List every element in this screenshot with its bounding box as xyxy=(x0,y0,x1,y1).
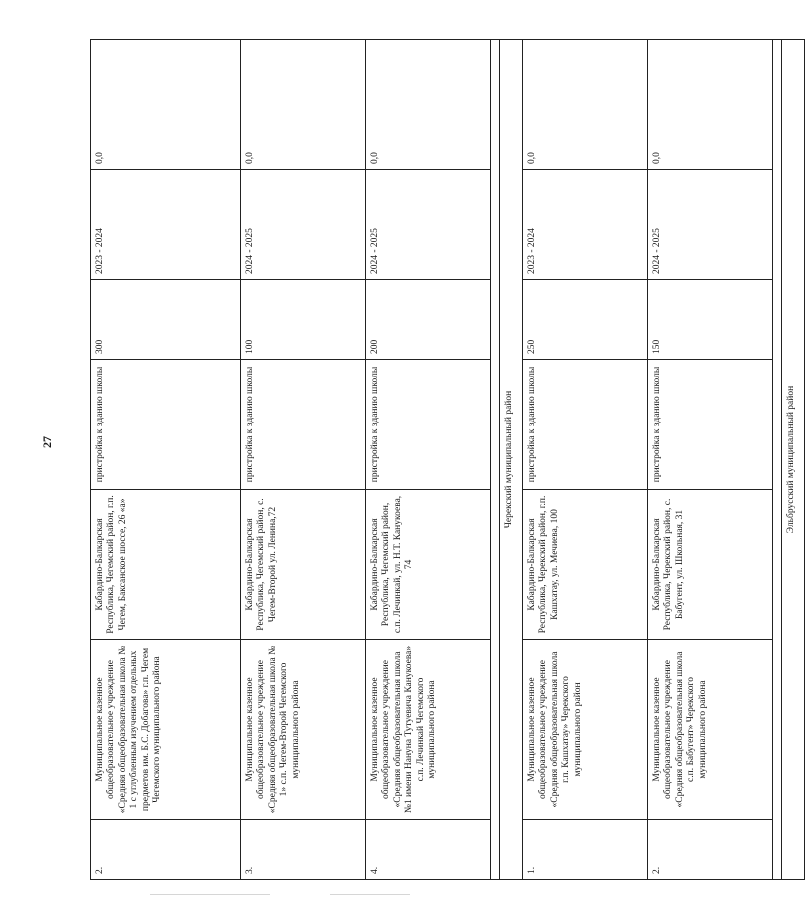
institution-name: Муниципальное казенное общеобразовательное учреждение «Средняя общеобразовательная школа с.п. Бабугент» Черекского муниципального района xyxy=(648,640,773,820)
institution-address: Кабардино-Балкарская Республика, Черекский район, г.п. Кашхатау, ул. Мечиева, 100 xyxy=(523,490,648,640)
capacity: 300 xyxy=(91,280,241,360)
institution-address: Кабардино-Балкарская Республика, Чегемский район, с.п. Лечинкай, ул. Н.Т. Канукоева, 74 xyxy=(366,490,491,640)
institution-address: Кабардино-Балкарская Республика, Чегемский район, г.п. Чегем, Баксанское шоссе, 26 «а» xyxy=(91,490,241,640)
rotated-table-container xyxy=(90,40,796,880)
row-number: 2. xyxy=(648,820,773,880)
work-type: пристройка к зданию школы xyxy=(366,360,491,490)
implementation-period: 2024 - 2025 xyxy=(366,170,491,280)
row-number: 1. xyxy=(523,820,648,880)
scan-artifact xyxy=(330,894,410,895)
row-number: 3. xyxy=(241,820,366,880)
section-gap xyxy=(491,40,500,880)
funding-value: 0,0 xyxy=(648,40,773,170)
table-row xyxy=(91,40,241,880)
section-heading: Черекский муниципальный район xyxy=(500,40,523,880)
implementation-period: 2023 - 2024 xyxy=(523,170,648,280)
funding-value: 0,0 xyxy=(523,40,648,170)
page-number: 27 xyxy=(40,436,54,448)
capacity: 100 xyxy=(241,280,366,360)
institution-name: Муниципальное казенное общеобразовательное учреждение «Средняя общеобразовательная школа г.п. Кашхатау» Черекского муниципального район xyxy=(523,640,648,820)
implementation-period: 2024 - 2025 xyxy=(241,170,366,280)
scan-artifact xyxy=(150,894,270,895)
row-number: 4. xyxy=(366,820,491,880)
work-type: пристройка к зданию школы xyxy=(648,360,773,490)
institution-name: Муниципальное казенное общеобразовательное учреждение «Средняя общеобразовательная школа №1 имени Нануна Тутуевича Канукоева» с.п. Лечинкай Чегемского муниципального района xyxy=(366,640,491,820)
institution-name: Муниципальное казенное общеобразовательное учреждение «Средняя общеобразовательная школа № 1» с.п. Чегем-Второй Чегемского муниципального района xyxy=(241,640,366,820)
table-row xyxy=(648,40,773,880)
table-body xyxy=(91,40,805,880)
table-row xyxy=(241,40,366,880)
table-row xyxy=(366,40,491,880)
funding-value: 0,0 xyxy=(241,40,366,170)
institution-name: Муниципальное казенное общеобразовательное учреждение «Средняя общеобразовательная школа № 1 с углубленным изучением отдельных предметов им. Б.С. Добагова» г.п. Чегем Чегемского муниципального района xyxy=(91,640,241,820)
funding-value: 0,0 xyxy=(366,40,491,170)
table-row xyxy=(523,40,648,880)
work-type: пристройка к зданию школы xyxy=(91,360,241,490)
institution-address: Кабардино-Балкарская Республика, Черекский район, с. Бабугент, ул. Школьная, 31 xyxy=(648,490,773,640)
section-heading: Эльбрусский муниципальный район xyxy=(782,40,805,880)
capacity: 200 xyxy=(366,280,491,360)
work-type: пристройка к зданию школы xyxy=(523,360,648,490)
row-number: 2. xyxy=(91,820,241,880)
capacity: 250 xyxy=(523,280,648,360)
institution-address: Кабардино-Балкарская Республика, Чегемский район, с. Чегем-Второй ул. Ленина,72 xyxy=(241,490,366,640)
section-gap xyxy=(773,40,782,880)
work-type: пристройка к зданию школы xyxy=(241,360,366,490)
funding-value: 0,0 xyxy=(91,40,241,170)
program-table xyxy=(90,39,805,880)
implementation-period: 2023 - 2024 xyxy=(91,170,241,280)
capacity: 150 xyxy=(648,280,773,360)
implementation-period: 2024 - 2025 xyxy=(648,170,773,280)
